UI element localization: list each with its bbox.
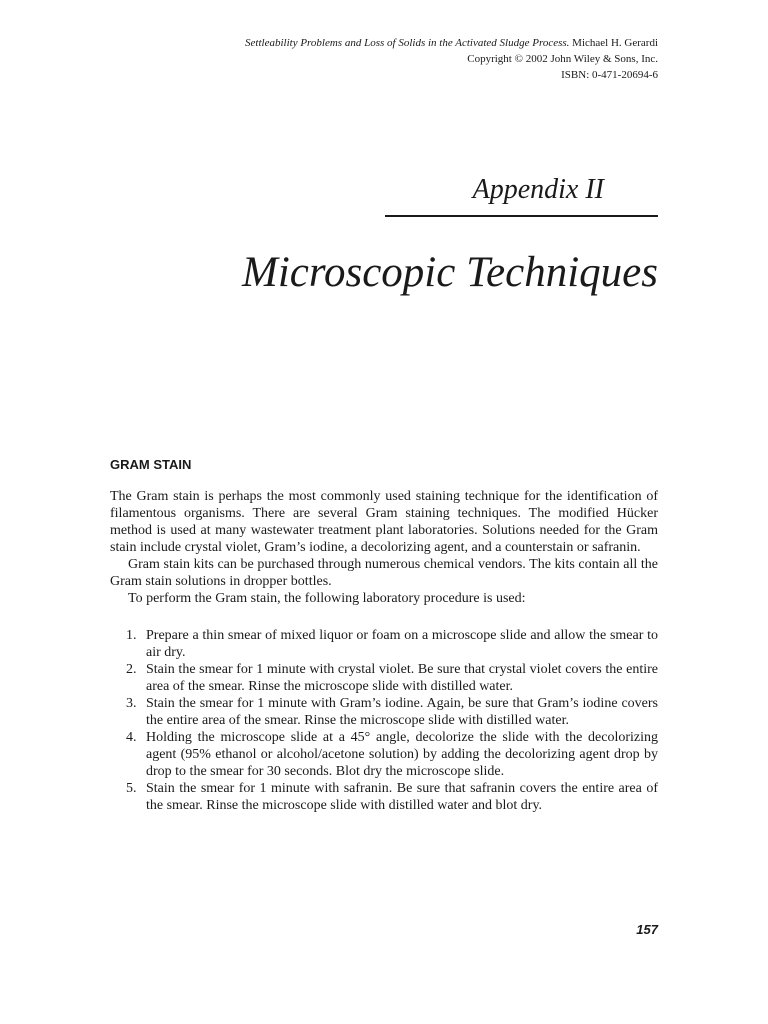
list-item-text: Prepare a thin smear of mixed liquor or foam on a microscope slide and allow the smear to air dry. xyxy=(146,628,658,660)
section-body xyxy=(110,488,658,814)
section-heading: GRAM STAIN xyxy=(110,457,192,472)
list-item-text: Stain the smear for 1 minute with crystal violet. Be sure that crystal violet covers the entire area of the smear. Rinse the microscope slide with distilled water. xyxy=(146,662,658,694)
list-item-number: 4. xyxy=(126,730,137,745)
appendix-divider xyxy=(385,215,658,217)
list-item-number: 3. xyxy=(126,696,137,711)
list-item-text: Stain the smear for 1 minute with Gram’s iodine. Again, be sure that Gram’s iodine covers the entire area of the smear. Rinse the microscope slide with distilled water. xyxy=(146,696,658,728)
page-number: 157 xyxy=(636,922,658,937)
header-citation-line xyxy=(98,35,658,51)
list-item-number: 5. xyxy=(126,781,137,796)
paragraph: Gram stain kits can be purchased through numerous chemical vendors. The kits contain all the Gram stain solutions in dropper bottles. xyxy=(110,557,658,589)
list-item-text: Stain the smear for 1 minute with safranin. Be sure that safranin covers the entire area of the smear. Rinse the microscope slide with distilled water and blot dry. xyxy=(146,781,658,813)
list-item-number: 2. xyxy=(126,662,137,677)
running-header xyxy=(98,35,658,83)
header-copyright: Copyright © 2002 John Wiley & Sons, Inc. xyxy=(467,53,658,65)
list-item-number: 1. xyxy=(126,628,137,643)
paragraph: The Gram stain is perhaps the most commonly used staining technique for the identification of filamentous organisms. There are several Gram staining techniques. The modified Hücker method is used at many wastewater treatment plant laboratories. Solutions needed for the Gram stain include crystal violet, Gram’s iodine, a decolorizing agent, and a counterstain or safranin. xyxy=(110,489,658,555)
appendix-label: Appendix II xyxy=(472,174,604,205)
procedure-list xyxy=(110,627,658,814)
chapter-title: Microscopic Techniques xyxy=(242,249,658,296)
paragraph: To perform the Gram stain, the following laboratory procedure is used: xyxy=(128,591,526,606)
header-author: Michael H. Gerardi xyxy=(572,37,658,49)
list-item-text: Holding the microscope slide at a 45° angle, decolorize the slide with the decolorizing agent (95% ethanol or alcohol/acetone solution) by adding the decolorizing agent drop by drop to the smear for 30 seconds. Blot dry the microscope slide. xyxy=(146,730,658,779)
list-item xyxy=(110,780,658,814)
list-item xyxy=(110,661,658,695)
list-item xyxy=(110,627,658,661)
header-isbn: ISBN: 0-471-20694-6 xyxy=(561,69,658,81)
list-item xyxy=(110,695,658,729)
list-item xyxy=(110,729,658,780)
header-book-title: Settleability Problems and Loss of Solids in the Activated Sludge Process. xyxy=(245,37,570,49)
